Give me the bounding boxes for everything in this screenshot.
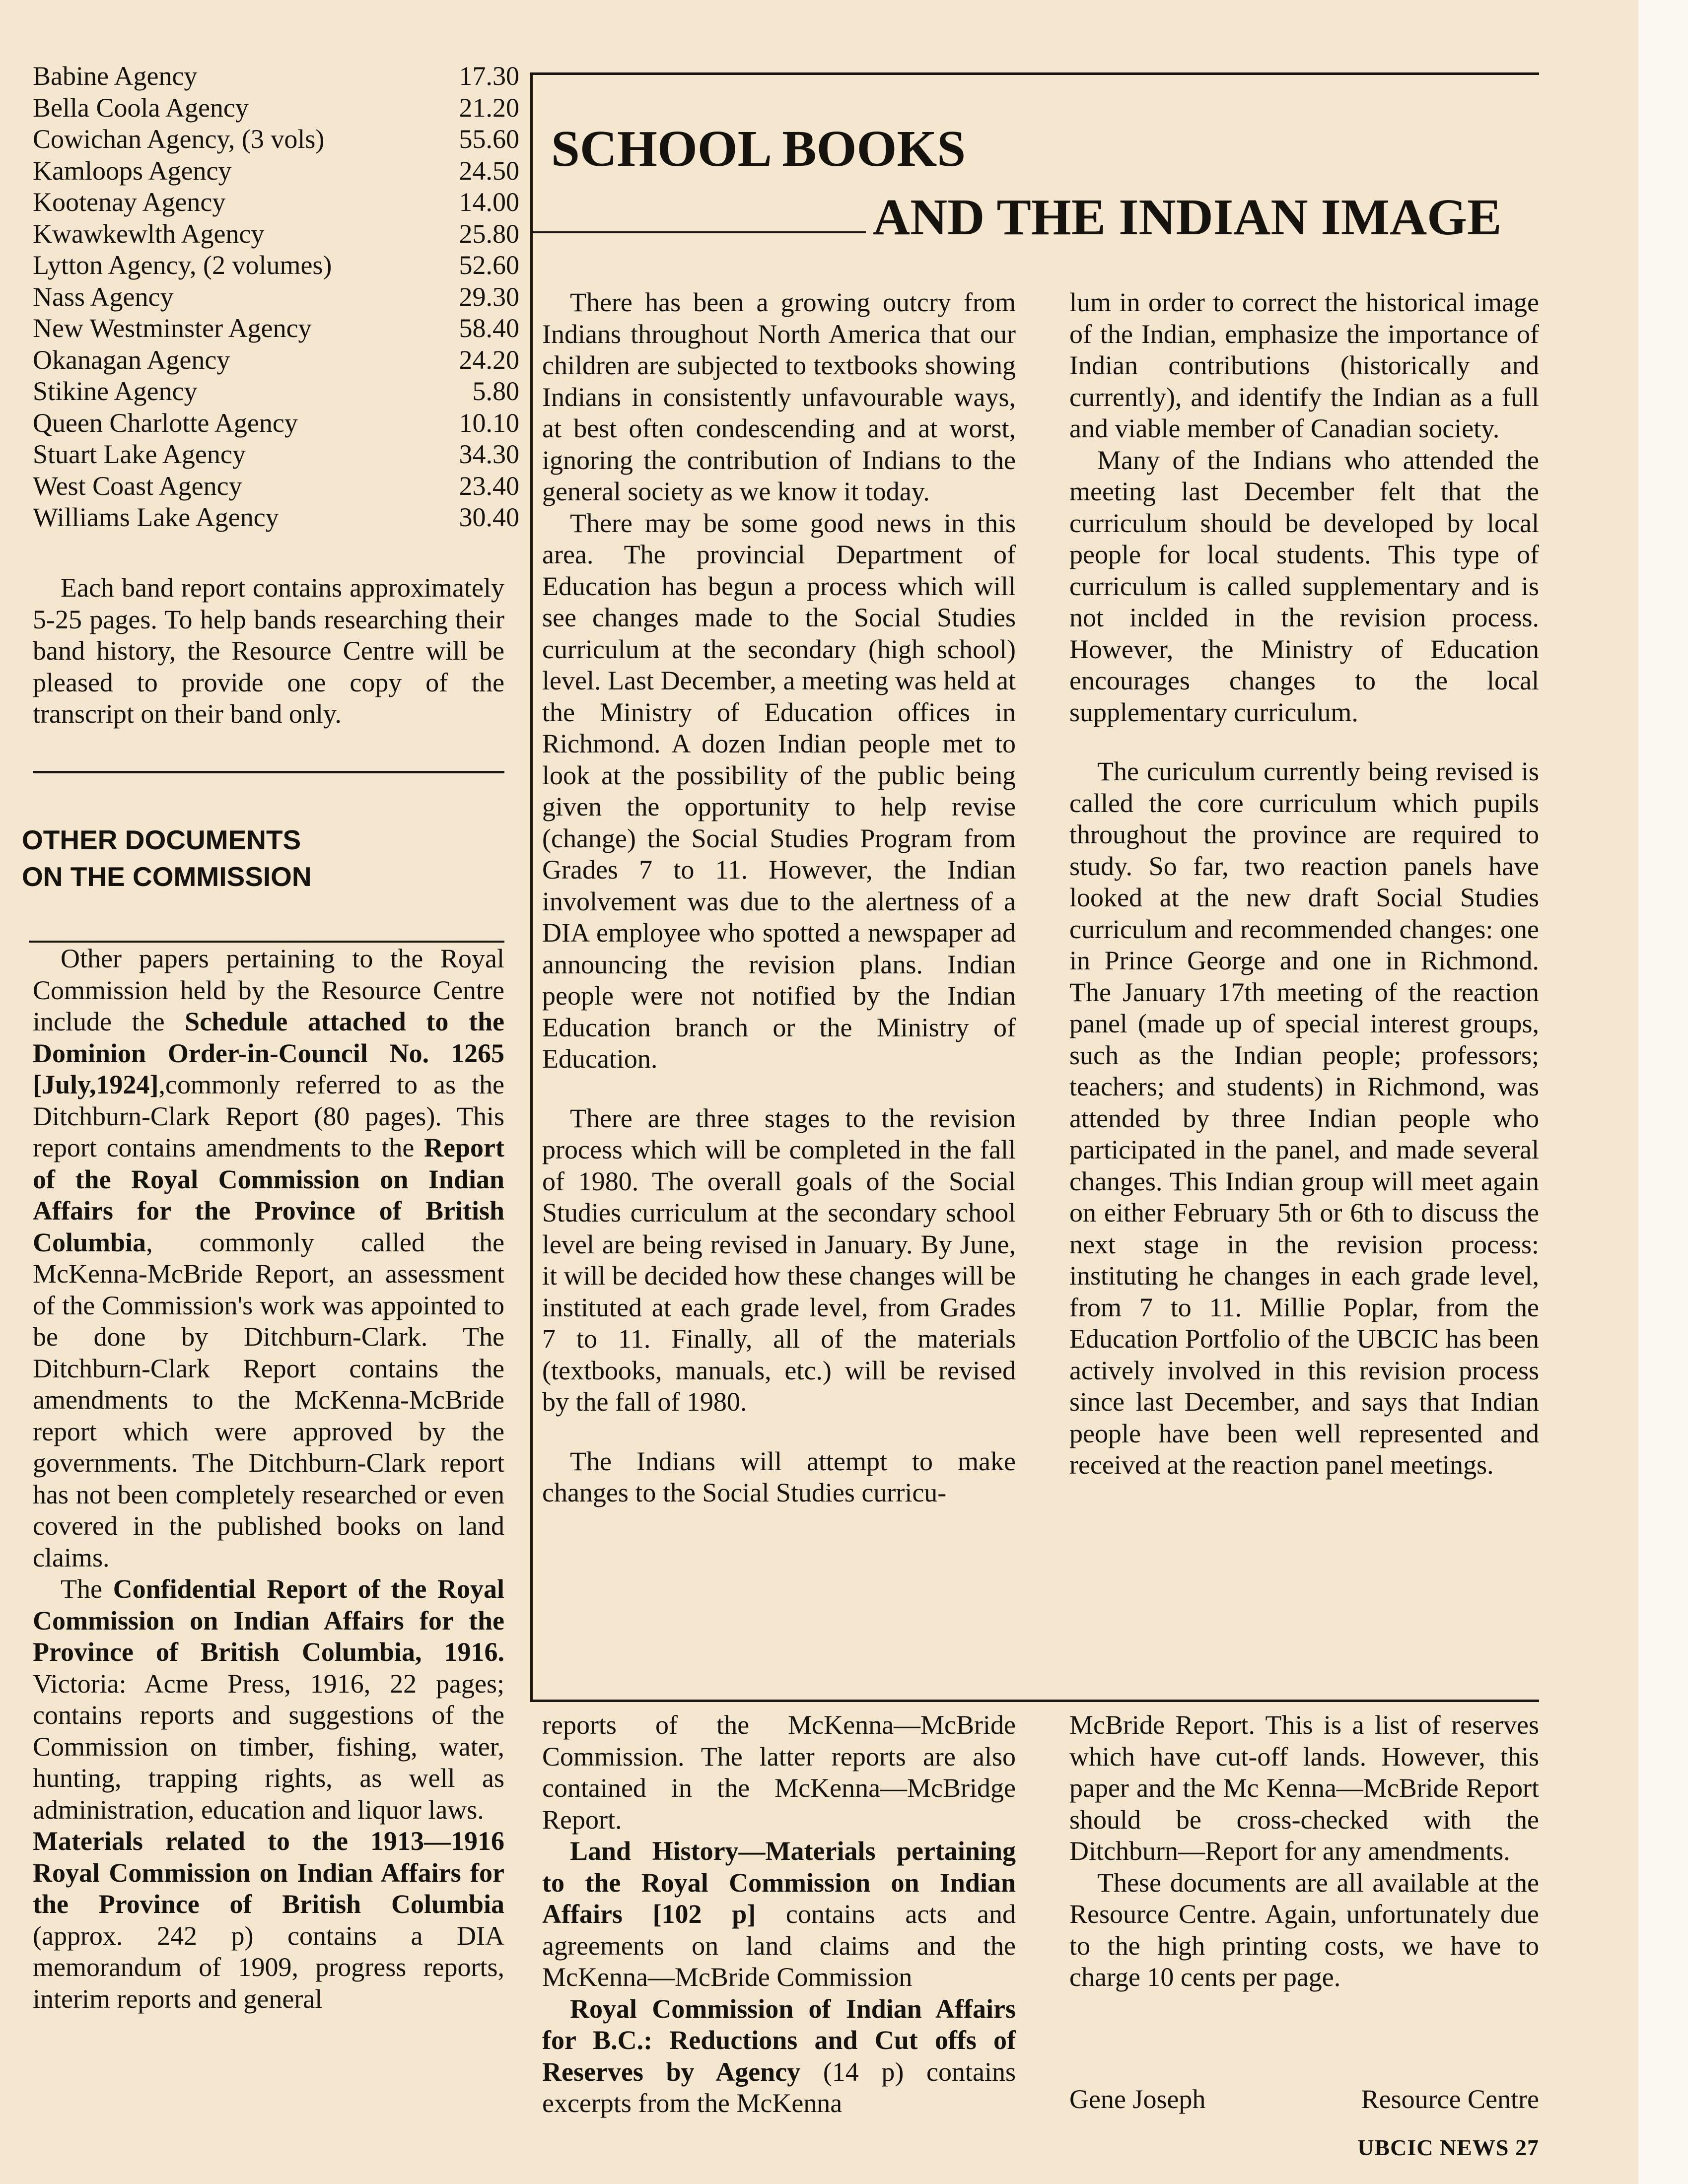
article-paragraph: The Indians will attempt to make changes to the Social Studies curricu- xyxy=(542,1446,1016,1507)
heading-line-1: OTHER DOCUMENTS xyxy=(22,824,301,855)
agency-price: 34.30 xyxy=(459,439,519,469)
agency-price: 25.80 xyxy=(459,218,519,249)
agency-price: 23.40 xyxy=(459,471,519,501)
agency-price: 10.10 xyxy=(459,408,519,438)
agency-row xyxy=(33,408,519,439)
article-paragraph: Many of the Indians who attended the meeting last December felt that the curriculum should be developed by local people for local students. This type of curriculum is called supplementary and is not inclded in the revision process. However, the Ministry of Education encourages changes to the local supplementary curriculum. xyxy=(1069,445,1539,727)
continued-column-2 xyxy=(1069,1709,1539,1993)
agency-name: Kwawkewlth Agency xyxy=(33,218,265,249)
article-left-rule xyxy=(530,72,533,1702)
agency-name: New Westminster Agency xyxy=(33,313,312,343)
author-organization: Resource Centre xyxy=(1361,2084,1539,2114)
band-report-paragraph: Each band report contains approximately 5-25 pages. To help bands researching their band history, the Resource Centre will be pleased to provide one copy of the transcript on their band only. xyxy=(33,573,504,729)
agency-price: 14.00 xyxy=(459,187,519,217)
agency-name: Nass Agency xyxy=(33,281,174,312)
article-paragraph: There may be some good news in this area. The provincial Department of Education has begun a process which will see changes made to the Social Studies curriculum at the secondary (high school) level. Last December, a meeting was held at the Ministry of Education offices in Richmond. A dozen Indian people met to look at the possibility of the public being given the opportunity to help revise (change) the Social Studies Program from Grades 7 to 11. However, the Indian involvement was due to the alertness of a DIA employee who spotted a newspaper ad announcing the revision plans. Indian people were not notified by the Indian Education branch or the Ministry of Education. xyxy=(542,508,1016,1074)
other-documents-heading xyxy=(22,821,508,895)
signature xyxy=(1069,2084,1539,2116)
agency-row xyxy=(33,344,519,376)
agency-price-list xyxy=(33,61,519,534)
continued-column-1 xyxy=(542,1709,1016,2119)
agency-name: Cowichan Agency, (3 vols) xyxy=(33,124,325,154)
heading-underline xyxy=(29,941,504,943)
agency-name: Kootenay Agency xyxy=(33,187,226,217)
agency-row xyxy=(33,502,519,534)
agency-row xyxy=(33,376,519,408)
continued-paragraph: These documents are all available at the Resource Centre. Again, unfortunately due to the high printing costs, we have to charge 10 cents per page. xyxy=(1069,1867,1539,1992)
article-column-1 xyxy=(542,287,1016,1509)
agency-name: Williams Lake Agency xyxy=(33,502,279,532)
band-report-note xyxy=(33,572,504,730)
continued-paragraph: reports of the McKenna—McBride Commission. The latter reports are also contained in the McKenna—McBridge Report. xyxy=(542,1710,1016,1835)
agency-price: 58.40 xyxy=(459,313,519,343)
article-title-line-2: AND THE INDIAN IMAGE xyxy=(873,189,1502,246)
agency-row xyxy=(33,439,519,471)
agency-price: 30.40 xyxy=(459,502,519,532)
agency-row xyxy=(33,155,519,187)
agency-row xyxy=(33,124,519,155)
article-paragraph: The curiculum currently being revised is called the core curriculum which pupils throughout the province are required to study. So far, two reaction panels have looked at the new draft Social Studies curriculum and recommended changes: one in Prince George and one in Richmond. The January 17th meeting of the reaction panel (made up of special interest groups, such as the Indian people; professors; teachers; and students) in Richmond, was attended by three Indian people who participated in the panel, and made several changes. This Indian group will meet again on either February 5th or 6th to discuss the next stage in the revision process: instituting he changes in each grade level, from 7 to 11. Millie Poplar, from the Education Portfolio of the UBCIC has been actively involved in this revision process since last December, and says that Indian people have been well represented and received at the reaction panel meetings. xyxy=(1069,756,1539,1480)
agency-name: Stikine Agency xyxy=(33,376,198,406)
agency-price: 52.60 xyxy=(459,250,519,280)
heading-line-2: ON THE COMMISSION xyxy=(22,861,312,892)
agency-name: Babine Agency xyxy=(33,61,198,91)
agency-name: Kamloops Agency xyxy=(33,155,232,186)
agency-price: 29.30 xyxy=(459,281,519,312)
agency-price: 24.50 xyxy=(459,155,519,186)
section-divider xyxy=(33,771,504,773)
agency-price: 17.30 xyxy=(459,61,519,91)
agency-row xyxy=(33,471,519,502)
agency-row xyxy=(33,281,519,313)
article-bottom-rule xyxy=(530,1700,1539,1702)
other-documents-body xyxy=(33,943,504,2015)
article-column-2 xyxy=(1069,287,1539,1481)
agency-row xyxy=(33,61,519,92)
agency-row xyxy=(33,250,519,281)
article-title-line-1: SCHOOL BOOKS xyxy=(551,120,966,177)
agency-name: Okanagan Agency xyxy=(33,344,230,375)
agency-name: Queen Charlotte Agency xyxy=(33,408,298,438)
agency-row xyxy=(33,218,519,250)
agency-price: 24.20 xyxy=(459,344,519,375)
article-top-rule xyxy=(530,72,1539,75)
continued-paragraph: McBride Report. This is a list of reserves which have cut-off lands. However, this paper and the Mc Kenna—McBride Report should be cross-checked with the Ditchburn—Report for any amendments. xyxy=(1069,1710,1539,1866)
cut-offs-paragraph: Royal Commission of Indian Affairs for B.C.: Reductions and Cut offs of Reserves by Agency (14 p) contains excerpts from the McKenna xyxy=(542,1993,1016,2118)
article-paragraph: There are three stages to the revision process which will be completed in the fall of 1980. The overall goals of the Social Studies curriculum at the secondary school level are being revised in January. By June, it will be decided how these changes will be instituted at each grade level, from Grades 7 to 11. Finally, all of the materials (textbooks, manuals, etc.) will be revised by the fall of 1980. xyxy=(542,1103,1016,1417)
land-history-paragraph: Land History—Materials pertaining to the Royal Commission on Indian Affairs [102 p] contains acts and agreements on land claims and the McKenna—McBride Commission xyxy=(542,1836,1016,1992)
article-paragraph: There has been a growing outcry from Indians throughout North America that our children are subjected to textbooks showing Indians in consistently unfavourable ways, at best often condescending and at worst, ignoring the contribution of Indians to the general society as we know it today. xyxy=(542,287,1016,506)
agency-row xyxy=(33,313,519,344)
agency-price: 55.60 xyxy=(459,124,519,154)
author-name: Gene Joseph xyxy=(1069,2084,1206,2114)
confidential-report-paragraph: The Confidential Report of the Royal Commission on Indian Affairs for the Province of British Columbia, 1916. Victoria: Acme Press, 1916, 22 pages; contains reports and suggestions of the Commission on timber, fishing, water, hunting, trapping rights, as well as administration, education and liquor laws. xyxy=(33,1574,505,1825)
article-paragraph: lum in order to correct the historical image of the Indian, emphasize the importance of Indian contributions (historically and currently), and identify the Indian as a full and viable member of Canadian society. xyxy=(1069,287,1539,443)
agency-row xyxy=(33,92,519,124)
title-rule xyxy=(530,231,866,233)
agency-price: 21.20 xyxy=(459,92,519,123)
agency-name: West Coast Agency xyxy=(33,471,242,501)
agency-name: Bella Coola Agency xyxy=(33,92,249,123)
agency-name: Stuart Lake Agency xyxy=(33,439,246,469)
materials-paragraph: Materials related to the 1913—1916 Royal Commission on Indian Affairs for the Province of British Columbia (approx. 242 p) contains a DIA memorandum of 1909, progress reports, interim reports and general xyxy=(33,1826,504,2014)
agency-name: Lytton Agency, (2 volumes) xyxy=(33,250,332,280)
ditchburn-clark-paragraph: Other papers pertaining to the Royal Commission held by the Resource Centre include the Schedule attached to the Dominion Order-in-Council No. 1265 [July,1924],commonly referred to as the Ditchburn-Clark Report (80 pages). This report contains amendments to the Report of the Royal Commission on Indian Affairs for the Province of British Columbia, commonly called the McKenna-McBride Report, an assessment of the Commission's work was appointed to be done by Ditchburn-Clark. The Ditchburn-Clark Report contains the amendments to the McKenna-McBride report which were approved by the governments. The Ditchburn-Clark report has not been completely researched or even covered in the published books on land claims. xyxy=(33,944,504,1572)
scan-border xyxy=(1638,0,1688,2184)
agency-row xyxy=(33,187,519,218)
agency-price: 5.80 xyxy=(472,376,519,406)
page-footer: UBCIC NEWS 27 xyxy=(1357,2135,1539,2160)
